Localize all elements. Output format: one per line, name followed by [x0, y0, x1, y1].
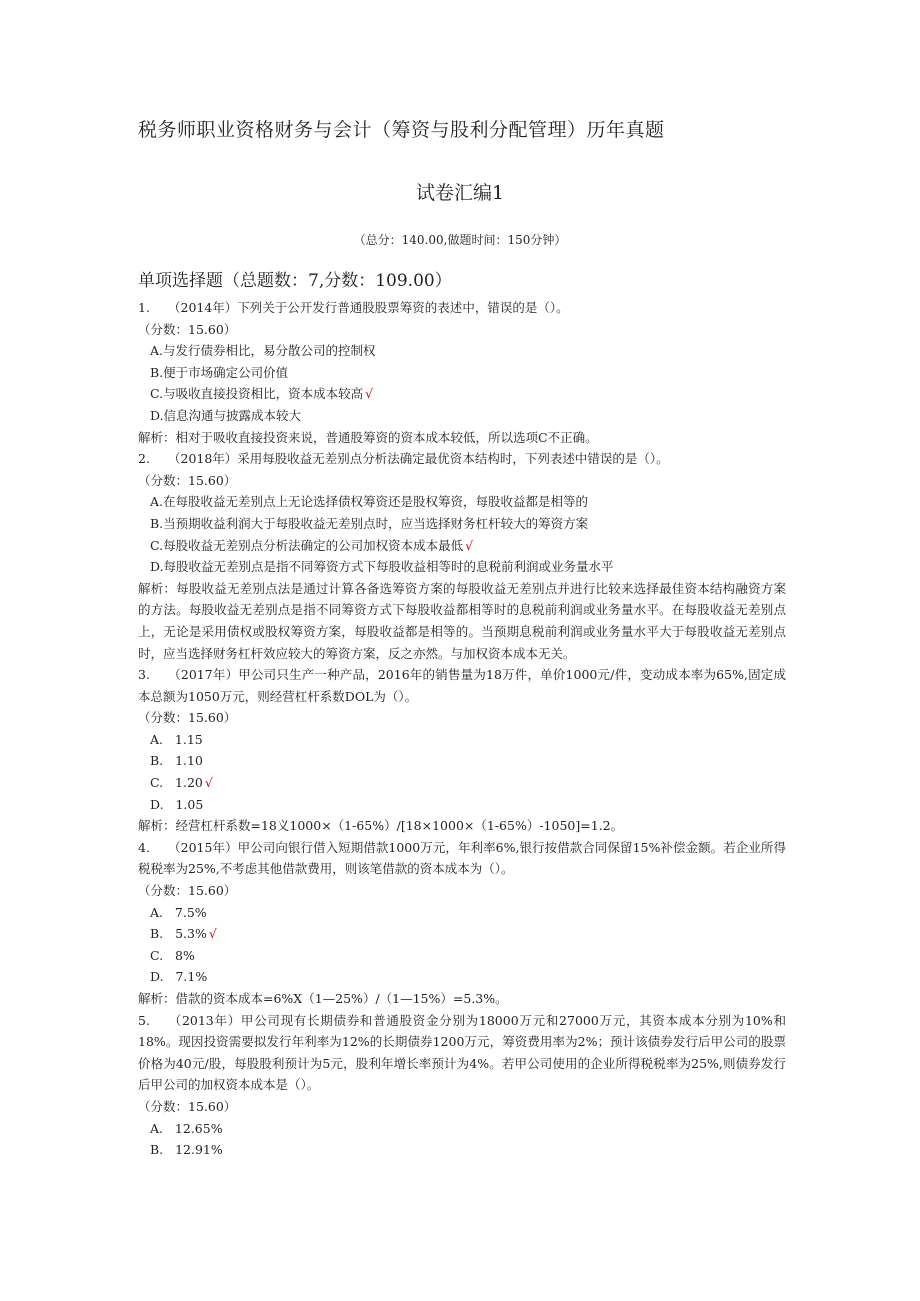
analysis: 解析：每股收益无差别点法是通过计算各备选筹资方案的每股收益无差别点并进行比较来选择最佳资本结构融资方案的方法。每股收益无差别点是指不同筹资方式下每股收益都相等时的息税前利润或业务量水平。在每股收益无差别点上，无论是采用债权或股权筹资方案，每股收益都是相等的。当预期息税前利润或业务量水平大于每股收益无差别点时，应当选择财务杠杆效应较大的筹资方案，反之亦然。与加权资本成本无关。	[138, 580, 786, 661]
option: B.当预期收益利润大于每股收益无差别点时，应当选择财务杠杆较大的筹资方案	[150, 515, 589, 531]
option: D.每股收益无差别点是指不同筹资方式下每股收益相等时的息税前利润或业务量水平	[150, 559, 614, 575]
option: C. 8%	[150, 947, 195, 963]
document-title: 税务师职业资格财务与会计（筹资与股利分配管理）历年真题	[138, 119, 665, 141]
question-number: 2.	[138, 451, 150, 467]
option: B.便于市场确定公司价值	[150, 364, 289, 380]
option: A.在每股收益无差别点上无论选择债权筹资还是股权筹资，每股收益都是相等的	[150, 494, 589, 510]
option: B. 12.91%	[150, 1142, 223, 1158]
option: A. 1.15	[150, 731, 203, 747]
analysis: 解析：借款的资本成本=6%X（1—25%）/（1—15%）=5.3%。	[138, 991, 508, 1006]
check-mark-icon: √	[365, 386, 374, 402]
analysis: 解析：相对于吸收直接投资来说，普通股筹资的资本成本较低，所以选项C不正确。	[138, 429, 598, 445]
question-number: 4.	[138, 839, 150, 855]
option-correct: C. 1.20 √	[150, 775, 213, 791]
question-stem: 2. （2018年）采用每股收益无差别点分析法确定最优资本结构时，下列表述中错误的是（）。	[138, 448, 786, 470]
question-score: （分数：15.60）	[138, 472, 237, 488]
exam-meta: （总分：140.00,做题时间：150分钟）	[353, 233, 567, 247]
question-number: 1.	[138, 300, 150, 315]
option: D.信息沟通与披露成本较大	[150, 407, 302, 423]
question-score: （分数：15.60）	[138, 710, 237, 726]
section-heading: 单项选择题（总题数：7,分数：109.00）	[138, 271, 452, 291]
check-mark-icon: √	[465, 537, 474, 553]
question-list	[138, 297, 786, 1161]
question-stem: 5. （2013年）甲公司现有长期债券和普通股资金分别为18000万元和27000万元，其资本成本分别为10%和18%。现因投资需要拟发行年利率为12%的长期债券1200万元，筹资费用率为2%；预计该债券发行后甲公司的股票价格为40元/股，每股股利预计为5元，股利年增长率预计为4%。若甲公司使用的企业所得税税率为25%,则债券发行后甲公司的加权资本成本是（）。	[138, 1010, 786, 1096]
option: A. 7.5%	[150, 904, 207, 920]
question	[138, 664, 786, 837]
option: A. 12.65%	[150, 1120, 223, 1136]
question-stem: 1. （2014年）下列关于公开发行普通股股票筹资的表述中，错误的是（）。	[138, 297, 786, 319]
question	[138, 1010, 786, 1161]
question-score: （分数：15.60）	[138, 1098, 237, 1114]
question	[138, 837, 786, 1010]
option-correct: C.与吸收直接投资相比，资本成本较高 √	[150, 386, 374, 402]
question	[138, 448, 786, 664]
option: A.与发行债券相比，易分散公司的控制权	[150, 343, 376, 359]
check-mark-icon: √	[204, 775, 213, 791]
option-correct: C.每股收益无差别点分析法确定的公司加权资本成本最低 √	[150, 537, 474, 553]
document-subtitle: 试卷汇编1	[415, 182, 505, 204]
question-number: 3.	[138, 667, 150, 683]
question	[138, 297, 786, 448]
check-mark-icon: √	[208, 926, 217, 942]
option: D. 7.1%	[150, 969, 208, 985]
question-score: （分数：15.60）	[138, 321, 237, 337]
question-stem: 4. （2015年）甲公司向银行借入短期借款1000万元，年利率6%,银行按借款合同保留15%补偿金额。若企业所得税税率为25%,不考虑其他借款费用，则该笔借款的资本成本为（）。	[138, 837, 786, 880]
question-stem: 3. （2017年）甲公司只生产一种产品，2016年的销售量为18万件，单价1000元/件，变动成本率为65%,固定成本总额为1050万元，则经营杠杆系数DOL为（）。	[138, 664, 786, 707]
question-number: 5.	[138, 1012, 150, 1028]
question-score: （分数：15.60）	[138, 883, 237, 899]
option: D. 1.05	[150, 796, 204, 812]
analysis: 解析：经营杠杆系数=18义1000×（1-65%）/[18×1000×（1-65%）-1050]=1.2。	[138, 818, 624, 834]
option: B. 1.10	[150, 753, 203, 769]
option-correct: B. 5.3% √	[150, 926, 217, 942]
